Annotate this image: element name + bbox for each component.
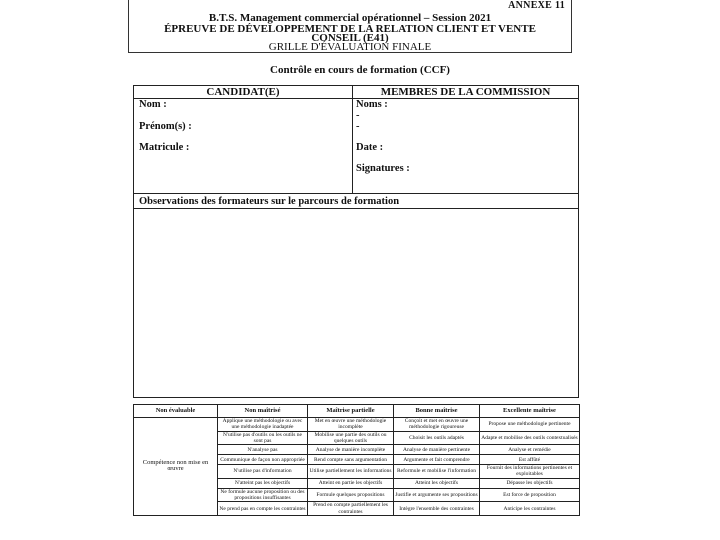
table-cell[interactable]: Prend en compte partiellement les contraintes [308, 502, 394, 516]
table-cell[interactable]: Atteint en partie les objectifs [308, 478, 394, 488]
header-excellente-maitrise: Excellente maîtrise [480, 405, 580, 418]
table-cell[interactable]: Est force de proposition [480, 488, 580, 502]
nom-field[interactable]: Nom : [139, 99, 167, 110]
table-cell[interactable]: Fournit des informations pertinentes et exploitables [480, 465, 580, 479]
table-cell[interactable]: Propose une méthodologie pertinente [480, 418, 580, 432]
header-epreuve: ÉPREUVE DE DÉVELOPPEMENT DE LA RELATION CLIENT ET VENTE [164, 23, 536, 35]
table-cell[interactable]: N'analyse pas [218, 445, 308, 455]
table-cell[interactable]: Ne formule aucune proposition ou des propositions insuffisantes [218, 488, 308, 502]
table-cell[interactable]: Choisit les outils adaptés [394, 431, 480, 445]
header-bonne-maitrise: Bonne maîtrise [394, 405, 480, 418]
commission-member-1[interactable]: - [356, 110, 360, 121]
table-cell[interactable]: Est affûté [480, 455, 580, 465]
annexe-label: ANNEXE 11 [508, 0, 565, 11]
date-field[interactable]: Date : [356, 142, 384, 153]
header-maitrise-partielle: Maîtrise partielle [308, 405, 394, 418]
evaluation-grid [133, 404, 580, 516]
table-cell[interactable]: Rend compte sans argumentation [308, 455, 394, 465]
observations-divider [134, 193, 578, 194]
table-cell[interactable]: Formule quelques propositions [308, 488, 394, 502]
table-cell[interactable]: N'atteint pas les objectifs [218, 478, 308, 488]
table-cell[interactable]: N'utilise pas d'information [218, 465, 308, 479]
ccf-title: Contrôle en cours de formation (CCF) [270, 64, 450, 76]
table-cell[interactable]: N'utilise pas d'outils ou les outils ne sont pas [218, 431, 308, 445]
table-cell[interactable]: Analyse de manière pertinente [394, 445, 480, 455]
noms-field[interactable]: Noms : [356, 99, 388, 110]
table-cell[interactable]: Mobilise une partie des outils ou quelques outils [308, 431, 394, 445]
header-code: CONSEIL (E41) [311, 32, 389, 44]
table-cell[interactable]: Intègre l'ensemble des contraintes [394, 502, 480, 516]
column-divider [352, 86, 353, 194]
table-cell[interactable]: Utilise partiellement les informations [308, 465, 394, 479]
matricule-field[interactable]: Matricule : [139, 142, 190, 153]
table-cell[interactable]: Conçoit et met en œuvre une méthodologie rigoureuse [394, 418, 480, 432]
table-cell[interactable]: Ne prend pas en compte les contraintes [218, 502, 308, 516]
table-row [134, 418, 580, 432]
signatures-field[interactable]: Signatures : [356, 163, 410, 174]
non-evaluable-cell[interactable]: Compétence non mise en œuvre [134, 418, 218, 516]
candidate-box [133, 85, 579, 398]
header-session: B.T.S. Management commercial opérationnel – Session 2021 [208, 12, 492, 24]
table-cell[interactable]: Anticipe les contraintes [480, 502, 580, 516]
table-cell[interactable]: Analyse de manière incomplète [308, 445, 394, 455]
table-cell[interactable]: Atteint les objectifs [394, 478, 480, 488]
table-cell[interactable]: Applique une méthodologie ou avec une méthodologie inadaptée [218, 418, 308, 432]
commission-member-2[interactable]: - [356, 121, 360, 132]
table-cell[interactable]: Communique de façon non appropriée [218, 455, 308, 465]
table-cell[interactable]: Adapte et mobilise des outils contextualisés [480, 431, 580, 445]
table-cell[interactable]: Dépasse les objectifs [480, 478, 580, 488]
commission-header: MEMBRES DE LA COMMISSION [380, 86, 551, 98]
table-cell[interactable]: Justifie et argumente ses propositions [394, 488, 480, 502]
exam-header [128, 0, 572, 53]
observations-line [134, 208, 578, 209]
table-cell[interactable]: Analyse et remédie [480, 445, 580, 455]
table-cell[interactable]: Argumente et fait comprendre [394, 455, 480, 465]
table-cell[interactable]: Reformule et mobilise l'information [394, 465, 480, 479]
observations-title: Observations des formateurs sur le parcours de formation [139, 196, 400, 207]
prenom-field[interactable]: Prénom(s) : [139, 121, 192, 132]
candidate-header: CANDIDAT(E) [206, 86, 280, 98]
header-grid-title: GRILLE D'ÉVALUATION FINALE [268, 41, 432, 53]
grid-header-row [134, 405, 580, 418]
table-cell[interactable]: Met en œuvre une méthodologie incomplète [308, 418, 394, 432]
header-non-evaluable: Non évaluable [134, 405, 218, 418]
header-non-maitrise: Non maîtrisé [218, 405, 308, 418]
